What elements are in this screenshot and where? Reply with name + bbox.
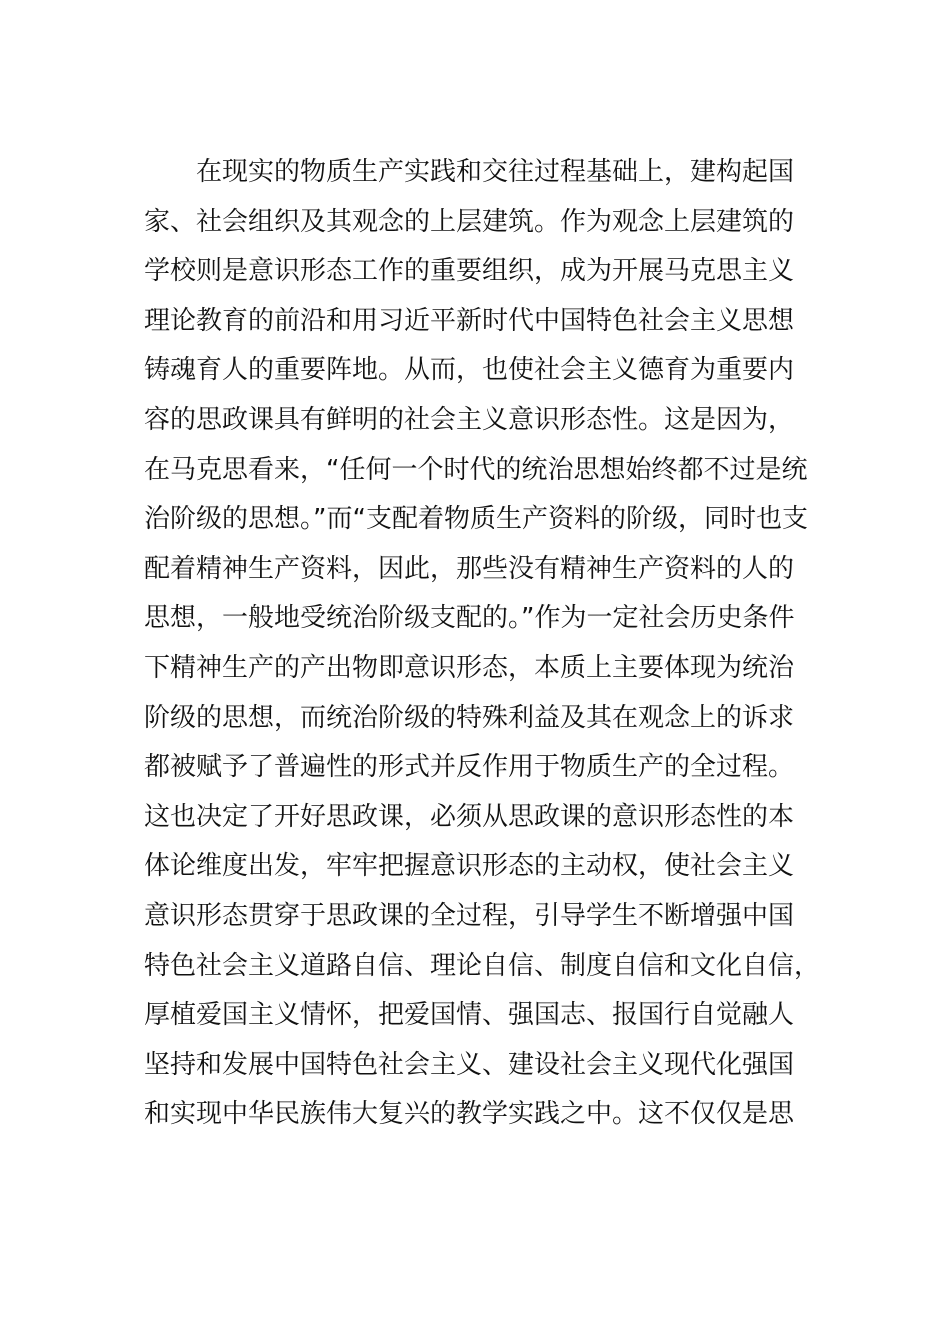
text-line: 这也决定了开好思政课，必须从思政课的意识形态性的本 bbox=[144, 801, 795, 832]
text-line: 体论维度出发，牢牢把握意识形态的主动权，使社会主义 bbox=[144, 851, 795, 882]
text-line: 意识形态贯穿于思政课的全过程，引导学生不断增强中国 bbox=[144, 900, 795, 931]
text-line: 都被赋予了普遍性的形式并反作用于物质生产的全过程。 bbox=[144, 752, 795, 783]
text-line: 坚持和发展中国特色社会主义、建设社会主义现代化强国 bbox=[144, 1049, 795, 1080]
text-line: 厚植爱国主义情怀，把爱国情、强国志、报国行自觉融人 bbox=[144, 1000, 795, 1031]
text-line: 理论教育的前沿和用习近平新时代中国特色社会主义思想 bbox=[144, 305, 795, 336]
text-line: 思想，一般地受统治阶级支配的。”作为一定社会历史条件 bbox=[144, 603, 795, 634]
text-line: 容的思政课具有鲜明的社会主义意识形态性。这是因为， bbox=[144, 404, 795, 435]
text-line: 下精神生产的产出物即意识形态，本质上主要体现为统治 bbox=[144, 652, 795, 683]
text-line: 铸魂育人的重要阵地。从而，也使社会主义德育为重要内 bbox=[144, 355, 795, 386]
text-line: 阶级的思想，而统治阶级的特殊利益及其在观念上的诉求 bbox=[144, 702, 795, 733]
body-paragraph bbox=[144, 148, 824, 1140]
text-line: 治阶级的思想。”而“支配着物质生产资料的阶级，同时也支 bbox=[144, 504, 808, 535]
text-line: 学校则是意识形态工作的重要组织，成为开展马克思主义 bbox=[144, 256, 795, 287]
text-line: 在现实的物质生产实践和交往过程基础上，建构起国 bbox=[196, 157, 795, 187]
text-line: 配着精神生产资料，因此，那些没有精神生产资料的人的 bbox=[144, 553, 795, 584]
text-line: 在马克思看来，“任何一个时代的统治思想始终都不过是统 bbox=[144, 454, 808, 485]
text-line: 和实现中华民族伟大复兴的教学实践之中。这不仅仅是思 bbox=[144, 1099, 795, 1130]
text-line: 家、社会组织及其观念的上层建筑。作为观念上层建筑的 bbox=[144, 206, 795, 237]
text-line: 特色社会主义道路自信、理论自信、制度自信和文化自信， bbox=[144, 950, 821, 981]
